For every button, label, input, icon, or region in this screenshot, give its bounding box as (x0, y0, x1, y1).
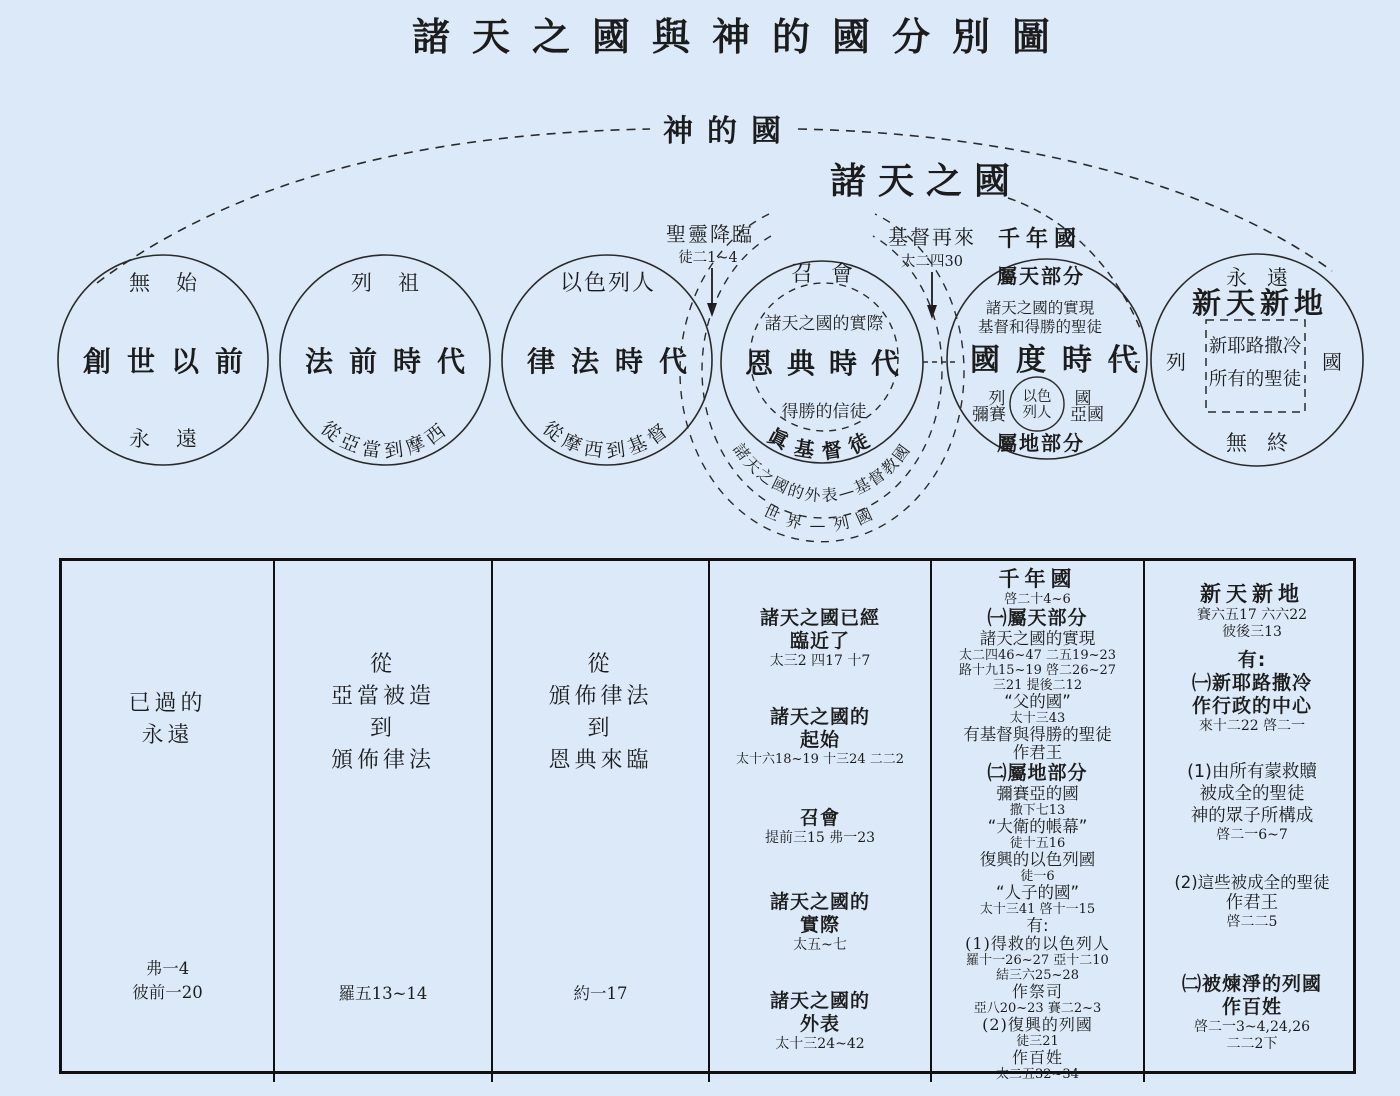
eternity-nations-right: 國 (1322, 350, 1342, 374)
table-line: 太十三24~42 (775, 1036, 865, 1052)
eternity-name: 新天新地 (1191, 286, 1329, 320)
table-line: 召會 (799, 807, 840, 829)
table-line: 實際 (799, 914, 840, 936)
true-christians-arc-text (764, 423, 882, 464)
table-spacer (1145, 735, 1359, 761)
law-arc-text (538, 417, 675, 463)
table-column-law-to-grace (493, 561, 710, 1082)
table-line: 太二五32~34 (996, 1067, 1079, 1082)
table-line: “大衛的帳幕” (987, 817, 1088, 836)
table-line: 臨近了 (789, 630, 850, 652)
kingdom-earthly-part: 屬地部分 (997, 431, 1085, 455)
table-line: ㈠新耶路撒冷 (1191, 672, 1312, 694)
table-line: 恩典來臨 (548, 748, 653, 773)
summary-table (59, 558, 1356, 1082)
table-line: 亞當被造 (330, 684, 435, 709)
table-column-kingdom-of-heavens (710, 561, 932, 1082)
new-jerusalem-line2: 所有的聖徒 (1208, 369, 1302, 390)
table-line: 啓二一6~7 (1216, 827, 1288, 843)
table-line: 路十九15~19 啓二26~27 (958, 663, 1117, 678)
table-spacer (710, 670, 930, 706)
grace-name: 恩典時代 (744, 347, 914, 380)
table-line: (1)得救的以色列人 (965, 934, 1110, 953)
kingdom-line2: 基督和得勝的聖徒 (977, 318, 1103, 336)
table-spacer (275, 777, 491, 982)
table-spacer (1145, 931, 1359, 973)
table-spacer (1145, 563, 1359, 581)
table-line: 起始 (799, 729, 840, 751)
spirit-descend-ref: 徒二1~4 (678, 250, 738, 266)
christ-return-label: 基督再來 (888, 225, 976, 249)
table-column-millennium (932, 561, 1145, 1082)
israel-line2: 列人 (1022, 405, 1052, 421)
table-spacer (710, 563, 930, 607)
kingdom-of-god-arc-left (97, 129, 650, 283)
table-line: 作君王 (1225, 893, 1279, 913)
table-column-past-eternity (62, 561, 275, 1082)
table-line: (2)這些被成全的聖徒 (1174, 873, 1330, 892)
spirit-descend-label: 聖靈降臨 (666, 222, 754, 246)
table-line: 太十六18~19 十三24 二二2 (735, 752, 905, 767)
table-line: 啓二二5 (1226, 914, 1278, 930)
table-line: 太三2 四17 十7 (769, 653, 871, 669)
table-line: 諸天之國的 (769, 990, 870, 1012)
table-spacer (62, 752, 273, 957)
christ-return-arrowhead (927, 305, 937, 319)
table-line: 太十三43 (1009, 711, 1066, 726)
table-line: 羅五13~14 (338, 984, 428, 1003)
table-line: 到 (369, 716, 396, 741)
table-line: 復興的以色列國 (979, 850, 1096, 869)
pre-law-arc-label: 從亞當到摩西 (316, 417, 454, 463)
kingdom-name: 國度時代 (970, 343, 1154, 378)
table-line: 賽六五17 六六22 (1196, 607, 1308, 623)
pre-creation-name: 創世以前 (82, 345, 260, 378)
table-line: 來十二22 啓二一 (1198, 718, 1306, 734)
table-column-adam-to-law (275, 561, 493, 1082)
page-title: 諸天之國與神的國分別圖 (411, 15, 1073, 59)
messiah-left-chars: 彌賽 (972, 405, 1006, 425)
table-spacer (1145, 641, 1359, 649)
table-line: 作百姓 (1011, 1048, 1063, 1067)
table-spacer (62, 563, 273, 688)
eternity-top: 永遠 (1226, 266, 1308, 290)
christendom-label: 諸天之國的外表—基督教國 (729, 439, 915, 506)
israel-line1: 以色 (1022, 389, 1052, 405)
table-spacer (710, 767, 930, 807)
table-line: 諸天之國已經 (759, 607, 880, 629)
table-line: 諸天之國的 (769, 706, 870, 728)
table-line: 到 (587, 716, 614, 741)
table-line: “人子的國” (995, 883, 1080, 902)
table-line: 已過的 (128, 691, 207, 716)
nations-left-char: 列 (988, 389, 1006, 409)
table-line: 新天新地 (1200, 582, 1304, 606)
table-spacer (1145, 844, 1359, 874)
table-line: 徒三21 (1016, 1034, 1059, 1049)
table-line: (1)由所有蒙救贖 (1187, 762, 1317, 782)
table-line: 作君王 (1012, 743, 1063, 762)
table-line: 從 (369, 652, 396, 677)
table-line: 約一17 (573, 984, 628, 1003)
table-line: 提前三15 弗一23 (764, 830, 876, 846)
table-spacer (493, 777, 708, 982)
christ-return-ref: 太二四30 (901, 254, 963, 270)
table-column-new-heaven-new-earth (1145, 561, 1359, 1082)
table-line: 結三六25~28 (996, 968, 1079, 983)
grace-inner-bottom: 得勝的信徒 (781, 402, 867, 422)
table-spacer (710, 954, 930, 990)
kingdom-of-heavens-label: 諸天之國 (829, 161, 1023, 202)
table-line: (2)復興的列國 (982, 1015, 1093, 1034)
table-line: 弗一4 (145, 959, 190, 978)
table-line: 彼後三13 (1222, 624, 1282, 640)
table-line: 有: (1237, 649, 1267, 671)
pre-creation-top: 無始 (129, 271, 223, 295)
pre-law-arc-text (316, 417, 453, 463)
table-line: 徒十五16 (1009, 836, 1066, 851)
table-line: 諸天之國的 (769, 891, 870, 913)
table-line: 有基督與得勝的聖徒 (963, 725, 1112, 744)
table-line: ㈠屬天部分 (987, 607, 1088, 629)
eternity-nations-left: 列 (1166, 350, 1186, 374)
table-spacer (275, 563, 491, 649)
pre-law-name: 法前時代 (304, 345, 482, 378)
kingdom-line1: 諸天之國的實現 (985, 299, 1095, 317)
world-arc-text (760, 501, 883, 535)
table-line: 啓二一3~4,24,26 (1193, 1019, 1311, 1035)
new-jerusalem-box (1206, 320, 1305, 412)
table-line: 作祭司 (1011, 982, 1063, 1001)
table-line: 羅十一26~27 亞十二10 (966, 953, 1109, 968)
table-line: 有: (1026, 916, 1049, 935)
law-name: 律法時代 (526, 345, 704, 378)
table-line: 徒一6 (1020, 869, 1055, 884)
eternity-bottom: 無終 (1226, 431, 1308, 455)
pre-law-top: 列祖 (351, 271, 445, 295)
kingdom-of-god-label: 神的國 (663, 114, 795, 149)
table-line: 啓二十4~6 (1004, 592, 1071, 607)
table-line: 彼前一20 (132, 983, 203, 1002)
table-line: 三21 提後二12 (992, 678, 1083, 693)
table-line: 神的眾子所構成 (1190, 806, 1314, 826)
table-line: 撒下七13 (1009, 803, 1066, 818)
grace-top: 召會 (790, 262, 872, 287)
table-line: 作百姓 (1221, 996, 1282, 1018)
table-line: 外表 (799, 1013, 840, 1035)
law-arc-label: 從摩西到基督 (538, 417, 676, 463)
pre-creation-bottom: 永遠 (129, 427, 223, 451)
table-line: ㈡被煉淨的列國 (1181, 973, 1322, 995)
table-spacer (710, 847, 930, 891)
table-line: 太二四46~47 二五19~23 (958, 648, 1117, 663)
new-jerusalem-line1: 新耶路撒冷 (1208, 336, 1302, 357)
true-christians-label: 眞基督徒 (763, 423, 883, 464)
table-line: “父的國” (1004, 692, 1071, 711)
table-line: 太五~七 (793, 937, 847, 953)
grace-inner-top: 諸天之國的實際 (764, 314, 884, 334)
table-line: 被成全的聖徒 (1199, 784, 1305, 804)
table-line: 頒佈律法 (548, 684, 653, 709)
table-line: 諸天之國的實現 (979, 629, 1096, 648)
table-line: 二二2下 (1226, 1036, 1278, 1052)
table-line: 太十三41 啓十一15 (979, 902, 1096, 917)
messiah-right-chars: 亞國 (1070, 405, 1104, 425)
table-line: 從 (587, 652, 614, 677)
table-spacer (493, 563, 708, 649)
table-line: 頒佈律法 (330, 748, 435, 773)
nations-right-char: 國 (1074, 389, 1092, 409)
table-line: 作行政的中心 (1191, 695, 1312, 717)
table-line: 永遠 (141, 723, 194, 748)
table-line: ㈡屬地部分 (987, 762, 1088, 784)
table-line: 亞八20~23 賽二2~3 (973, 1001, 1102, 1016)
millennium-label: 千年國 (997, 227, 1083, 252)
world-label: 世界—列國 (760, 501, 884, 535)
kingdom-heavenly-part: 屬天部分 (997, 264, 1085, 288)
table-line: 千年國 (998, 567, 1077, 591)
law-top: 以色列人 (559, 271, 657, 296)
table-line: 彌賽亞的國 (996, 784, 1079, 803)
